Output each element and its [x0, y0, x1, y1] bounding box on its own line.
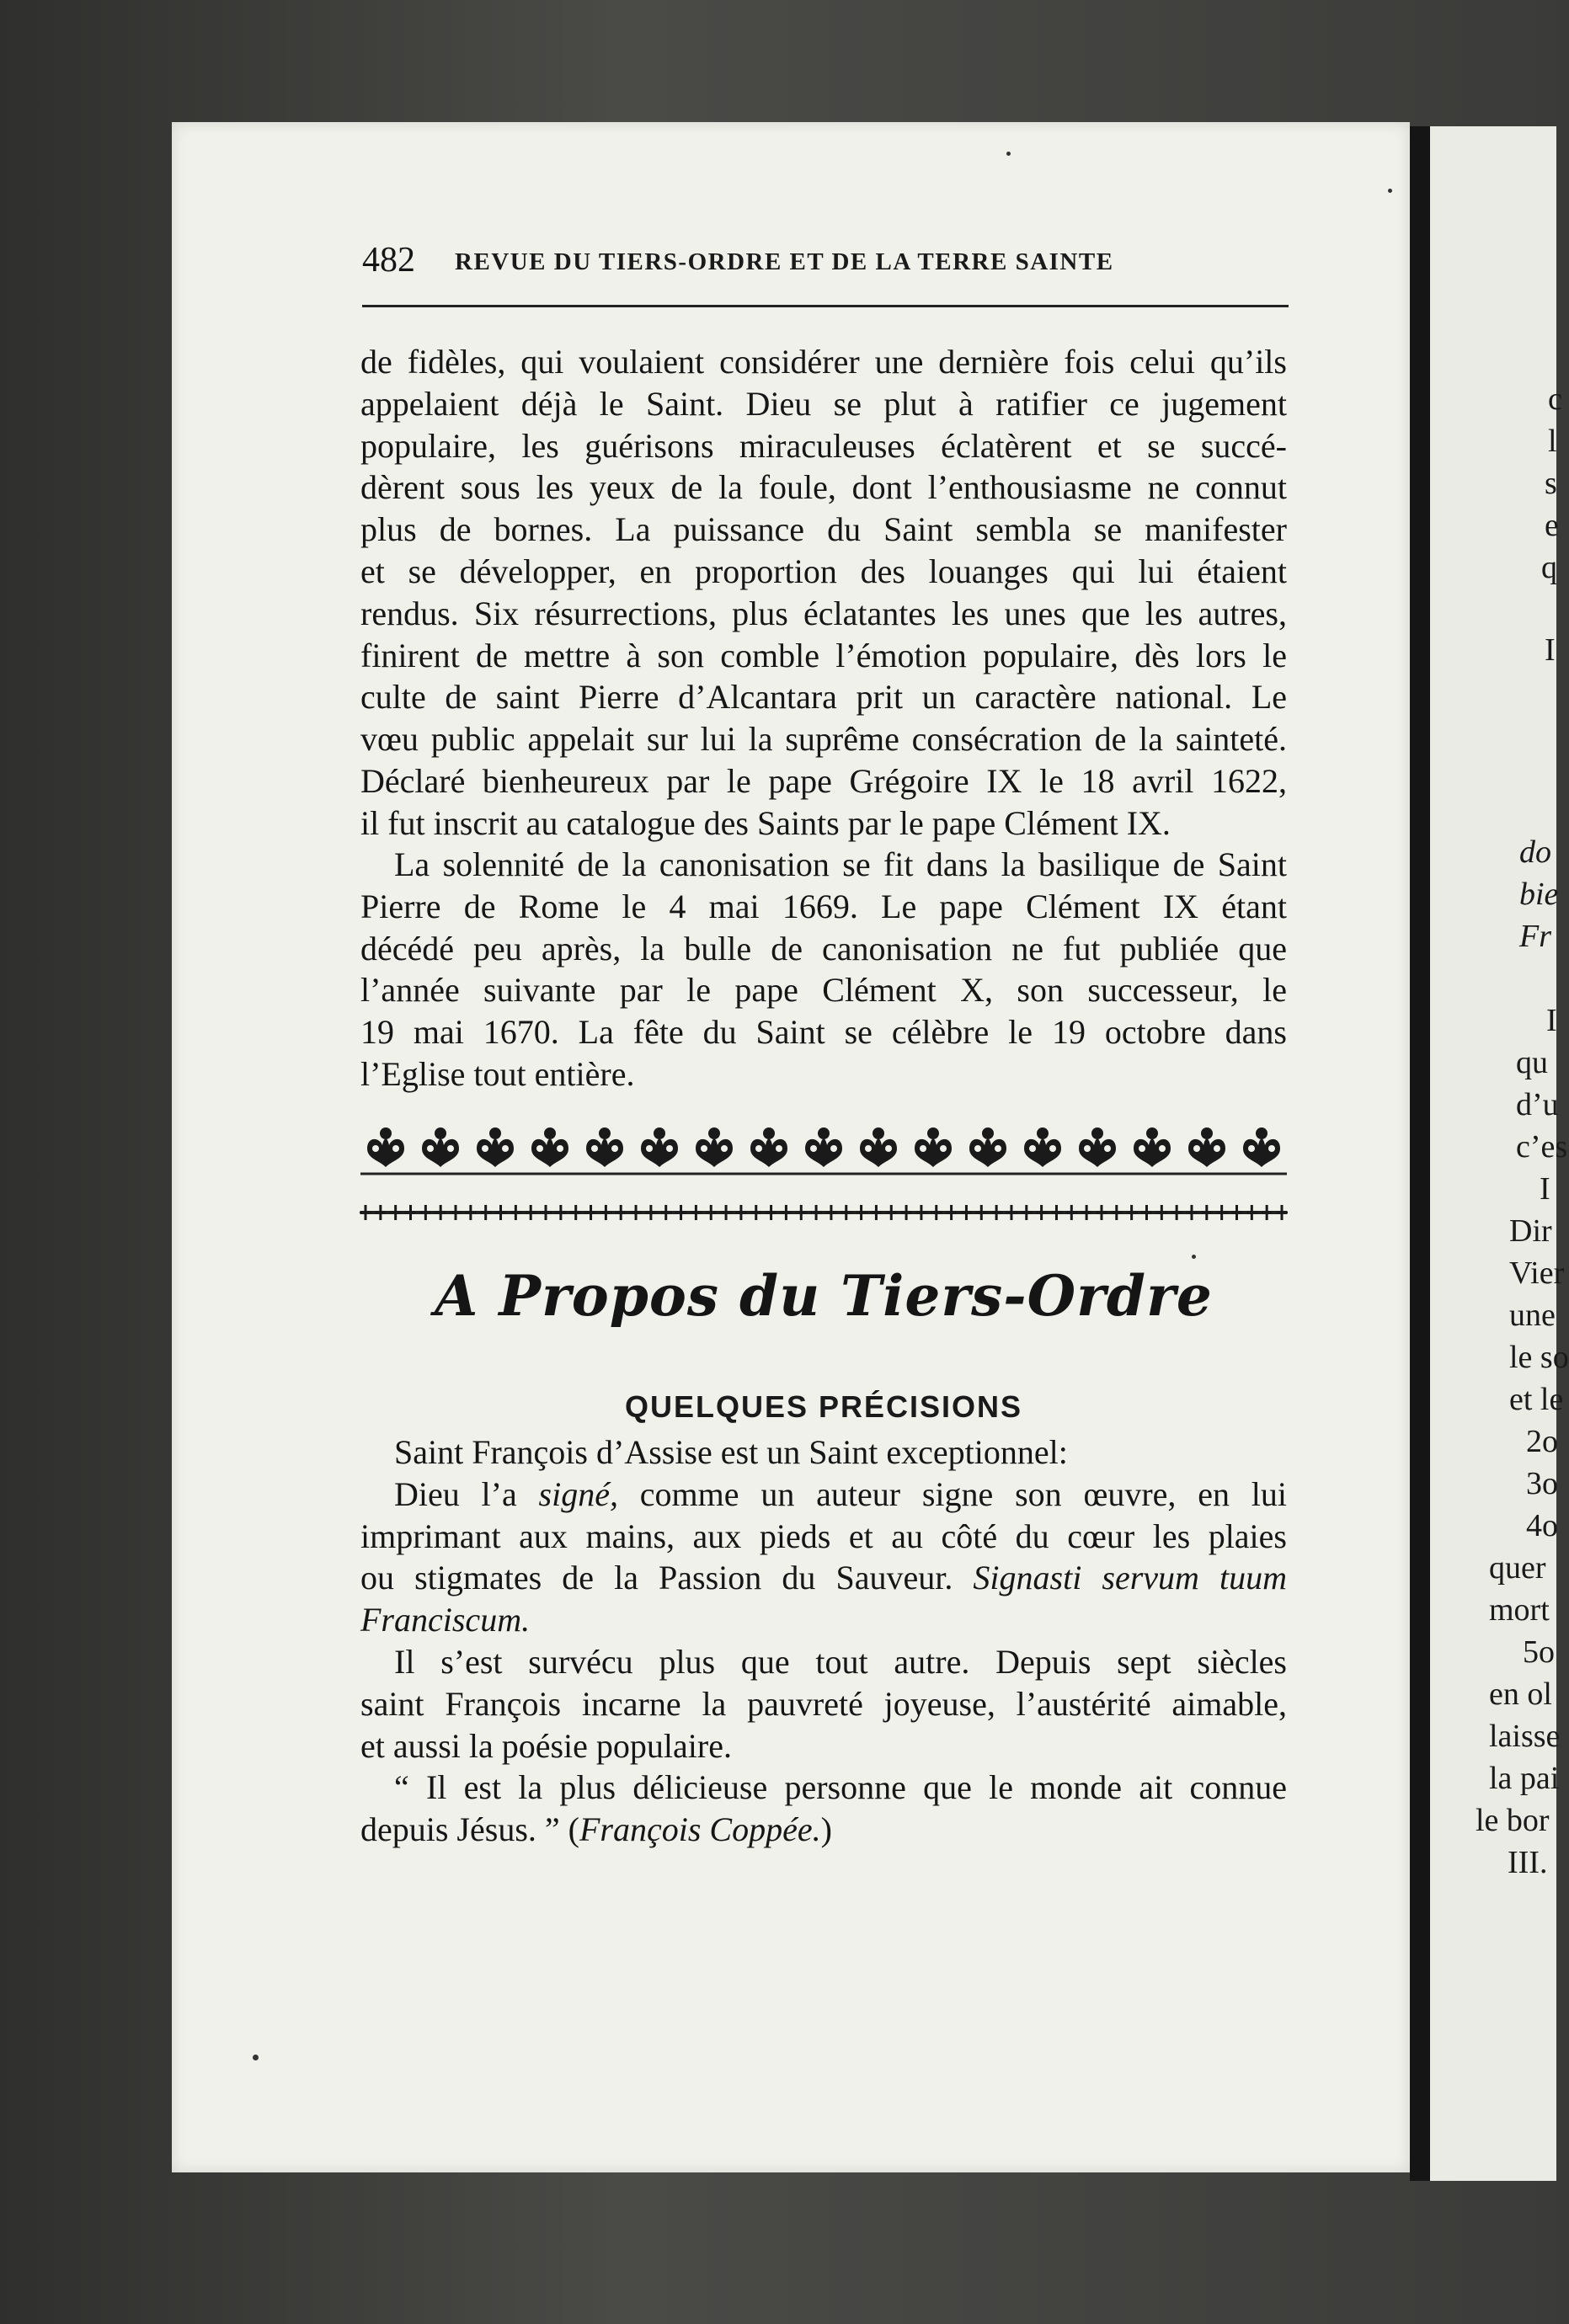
paragraph-canonisation [360, 844, 1287, 1095]
adjacent-fragment: I [1546, 1003, 1557, 1038]
text-line: et se développer, en proportion des louanges qui lui étaient [360, 552, 1287, 590]
adjacent-fragment: I [1545, 632, 1556, 668]
cross-ornament [975, 1205, 987, 1220]
cross-ornament [435, 1205, 446, 1220]
fleuron-ornament [586, 1127, 623, 1167]
cross-ornament [419, 1205, 431, 1220]
text-line [360, 1809, 1287, 1851]
cross-ornament [856, 1205, 867, 1220]
cross-ornament [465, 1205, 477, 1220]
adjacent-fragment: do [1519, 834, 1551, 870]
adjacent-fragment: d’u [1516, 1087, 1559, 1122]
text-run: ) [820, 1810, 832, 1849]
text-line: plus de bornes. La puissance du Saint sembla se manifester [360, 510, 1287, 549]
cross-ornament [766, 1205, 777, 1220]
cross-ornament [825, 1205, 837, 1220]
cross-ornament [555, 1205, 567, 1220]
cross-ornament [375, 1205, 387, 1220]
cross-ornament [495, 1205, 507, 1220]
text-line: dèrent sous les yeux de la foule, dont l’enthousiasme ne connut [360, 468, 1287, 507]
cross-ornament [630, 1205, 642, 1220]
adjacent-fragment: le so [1509, 1340, 1569, 1375]
scan-speck [1006, 152, 1011, 156]
text-line: de fidèles, qui voulaient considérer une dernière fois celui qu’ils [360, 343, 1287, 381]
cross-ornament [540, 1205, 552, 1220]
text-run: comme un auteur signe son œuvre, en lui [617, 1474, 1287, 1513]
cross-ornament [750, 1205, 762, 1220]
cross-ornament [810, 1205, 822, 1220]
fleuron-ornament [1188, 1127, 1225, 1167]
fleuron-ornament [422, 1127, 459, 1167]
text-line: Pierre de Rome le 4 mai 1669. Le pape Clément IX étant [360, 887, 1287, 925]
header-rule [362, 305, 1289, 307]
text-line [360, 1557, 1287, 1599]
fleuron-ornament [805, 1127, 842, 1167]
paragraph-continuation [360, 341, 1287, 845]
cross-ornament [615, 1205, 627, 1220]
text-line: Déclaré bienheureux par le pape Grégoire IX le 18 avril 1622, [360, 761, 1287, 800]
adjacent-fragment: Vier [1509, 1255, 1565, 1291]
adjacent-fragment: laisse [1489, 1719, 1561, 1754]
text-line: décédé peu après, la bulle de canonisation ne fut publiée que [360, 929, 1287, 967]
section-title: A Propos du Tiers-Ordre [435, 1263, 1213, 1329]
cross-ornament [1230, 1205, 1242, 1220]
cross-ornament [946, 1205, 958, 1220]
fleuron-ornament [641, 1127, 678, 1167]
fleuron-ornament [367, 1127, 404, 1167]
text-line: l’année suivante par le pape Clément X, son successeur, le [360, 971, 1287, 1010]
cross-ornament [1006, 1205, 1017, 1220]
cross-ornament [795, 1205, 807, 1220]
cross-ornament [405, 1205, 417, 1220]
text-line: et aussi la poésie populaire. [360, 1726, 732, 1765]
cross-ornament [1126, 1205, 1138, 1220]
adjacent-fragment: c’es [1516, 1129, 1568, 1165]
fleuron-ornament [1079, 1127, 1116, 1167]
cross-ornament [510, 1205, 521, 1220]
text-line: vœu public appelait sur lui la suprême consécration de la sainteté. [360, 720, 1287, 759]
page-number: 482 [362, 241, 415, 280]
cross-ornament [480, 1205, 492, 1220]
cross-ornament [525, 1205, 536, 1220]
text-line: finirent de mettre à son comble l’émotion populaire, dès lors le [360, 636, 1287, 674]
cross-ornament [660, 1205, 672, 1220]
cross-ornament [915, 1205, 927, 1220]
adjacent-fragment: e [1545, 508, 1559, 543]
fleuron-ornament [860, 1127, 897, 1167]
cross-ornament [645, 1205, 657, 1220]
adjacent-page [1430, 126, 1569, 2181]
text-line: il fut inscrit au catalogue des Saints par le pape Clément IX. [360, 803, 1171, 842]
fleuron-ornament [1024, 1127, 1061, 1167]
cross-ornament [1261, 1205, 1273, 1220]
cross-ornament [1216, 1205, 1228, 1220]
cross-ornament [780, 1205, 792, 1220]
cross-ornament [1140, 1205, 1152, 1220]
cross-ornament [960, 1205, 972, 1220]
cross-ornament [1081, 1205, 1092, 1220]
text-line: “ Il est la plus délicieuse personne que le monde ait connue [394, 1768, 1287, 1807]
cross-ornament [841, 1205, 852, 1220]
cross-ornament [1096, 1205, 1107, 1220]
cross-ornament [885, 1205, 897, 1220]
text-run-italic: Signasti servum tuum [973, 1559, 1288, 1597]
adjacent-fragment: quer [1489, 1550, 1546, 1586]
section-subtitle: QUELQUES PRÉCISIONS [624, 1389, 1023, 1424]
adjacent-fragment: et le [1509, 1382, 1564, 1417]
cross-ornament [735, 1205, 747, 1220]
cross-ornament [931, 1205, 942, 1220]
adjacent-fragment: le bor [1476, 1803, 1550, 1838]
text-line: saint François incarne la pauvreté joyeuse, l’austérité aimable, [360, 1684, 1287, 1723]
adjacent-fragment: III. [1508, 1845, 1548, 1880]
fleuron-ornament [750, 1127, 787, 1167]
text-run: depuis Jésus. ” ( [360, 1810, 579, 1849]
fleuron-ornament [1134, 1127, 1171, 1167]
adjacent-fragment: 2o [1526, 1424, 1558, 1459]
adjacent-fragment: une [1509, 1298, 1556, 1333]
cross-ornament [360, 1205, 371, 1220]
text-line: culte de saint Pierre d’Alcantara prit un caractère national. Le [360, 678, 1287, 717]
adjacent-fragment: la pai [1489, 1761, 1560, 1796]
scan-speck [1192, 1255, 1196, 1259]
text-line: Franciscum. [360, 1601, 531, 1639]
cross-ornament [570, 1205, 582, 1220]
text-line: imprimant aux mains, aux pieds et au côté du cœur les plaies [360, 1516, 1287, 1555]
adjacent-fragment: s [1545, 466, 1557, 501]
cross-ornament [675, 1205, 687, 1220]
fleuron-ornament [969, 1127, 1006, 1167]
cross-ornament [705, 1205, 717, 1220]
fleuron-ornament [531, 1127, 568, 1167]
text-line: La solennité de la canonisation se fit dans la basilique de Saint [394, 845, 1287, 883]
cross-ornament [585, 1205, 597, 1220]
adjacent-fragment: Dir [1509, 1213, 1552, 1249]
adjacent-fragment: 5o [1523, 1634, 1555, 1670]
cross-ornament [1036, 1205, 1048, 1220]
cross-ornament [690, 1205, 702, 1220]
cross-ornament [1186, 1205, 1198, 1220]
cross-ornament [1111, 1205, 1123, 1220]
fleuron-ornament [1243, 1127, 1280, 1167]
page-header [362, 240, 1289, 290]
cross-ornament [720, 1205, 732, 1220]
cross-ornament [1021, 1205, 1033, 1220]
cross-ornament [1171, 1205, 1182, 1220]
adjacent-fragment: en ol [1489, 1676, 1552, 1712]
cross-ornament [450, 1205, 462, 1220]
text-line: populaire, les guérisons miraculeuses éclatèrent et se succé- [360, 426, 1287, 465]
adjacent-fragment: 4o [1526, 1508, 1558, 1543]
cross-ornament [1155, 1205, 1167, 1220]
text-run-italic: signé, [538, 1474, 618, 1513]
cross-ornament [1246, 1205, 1257, 1220]
cross-ornament [1065, 1205, 1077, 1220]
fleuron-ornament [696, 1127, 733, 1167]
adjacent-fragment: Fr [1519, 919, 1551, 954]
cross-ornament [990, 1205, 1002, 1220]
text-line: rendus. Six résurrections, plus éclatantes les unes que les autres, [360, 594, 1287, 632]
scan-speck [253, 2055, 259, 2060]
cross-ornament [900, 1205, 912, 1220]
fleuron-ornament [915, 1127, 952, 1167]
page-gutter [1410, 126, 1430, 2181]
text-line: l’Eglise tout entière. [360, 1054, 635, 1093]
adjacent-fragment: I [1540, 1171, 1550, 1207]
adjacent-fragment: bie [1519, 877, 1559, 912]
cross-ornament [1276, 1205, 1288, 1220]
text-run: Dieu l’a [394, 1474, 539, 1513]
scan-speck [1388, 189, 1392, 193]
text-line [360, 1474, 1287, 1516]
text-run: ou stigmates de la Passion du Sauveur. [360, 1559, 974, 1597]
fleuron-ornament [477, 1127, 514, 1167]
cross-ornament [600, 1205, 611, 1220]
adjacent-fragment: l [1548, 424, 1557, 459]
adjacent-fragment: qu [1516, 1045, 1548, 1080]
text-run-italic: François Coppée. [579, 1810, 821, 1849]
adjacent-fragment: mort [1489, 1592, 1550, 1628]
cross-ornament [1201, 1205, 1213, 1220]
text-line: 19 mai 1670. La fête du Saint se célèbre le 19 octobre dans [360, 1013, 1287, 1052]
section-body [360, 1431, 1287, 1851]
text-line: Il s’est survécu plus que tout autre. Depuis sept siècles [394, 1642, 1287, 1681]
cross-ornament [390, 1205, 402, 1220]
adjacent-fragment: 3o [1526, 1466, 1558, 1501]
running-title: REVUE DU TIERS-ORDRE ET DE LA TERRE SAINTE [455, 248, 1114, 275]
adjacent-fragment: q [1541, 550, 1557, 585]
text-line: Saint François d’Assise est un Saint exceptionnel: [394, 1433, 1068, 1471]
text-line: appelaient déjà le Saint. Dieu se plut à ratifier ce jugement [360, 384, 1287, 423]
adjacent-fragment: c [1548, 381, 1562, 417]
cross-ornament [1050, 1205, 1062, 1220]
ornamental-divider [360, 1120, 1287, 1221]
cross-ornament [870, 1205, 882, 1220]
